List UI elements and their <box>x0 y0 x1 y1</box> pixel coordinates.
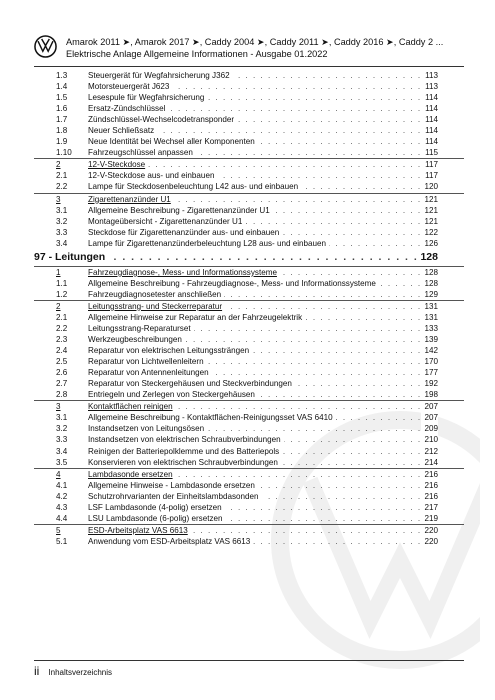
toc-entry-number: 4.3 <box>56 502 68 512</box>
toc-entry-number: 4.1 <box>56 480 68 490</box>
toc-entry-page: 122 <box>421 227 438 238</box>
toc-entry-page: 114 <box>422 92 438 103</box>
toc-entry-page: 114 <box>422 125 438 136</box>
toc-entry-page: 198 <box>421 389 438 400</box>
toc-entry-page: 114 <box>422 103 438 114</box>
toc-entry-row[interactable] <box>34 312 464 323</box>
toc-entry-title: Konservieren von elektrischen Schraubverbindungen <box>88 457 281 468</box>
toc-entry-title: Allgemeine Beschreibung - Kontaktflächen-Reinigungsset VAS 6410 <box>88 412 336 423</box>
toc-entry-row[interactable] <box>34 378 464 389</box>
toc-entry-page: 210 <box>421 434 438 445</box>
toc-entry-page: 133 <box>421 323 438 334</box>
toc-entry-page: 129 <box>421 289 438 300</box>
toc-entry-title: Neuer Schließsatz <box>88 125 157 136</box>
toc-entry-page: 212 <box>421 446 438 457</box>
toc-chapter-row[interactable] <box>34 158 464 170</box>
toc-entry-number: 3.5 <box>56 457 68 467</box>
toc-entry-title: Montageübersicht - Zigarettenanzünder U1 <box>88 216 245 227</box>
footer-title: Inhaltsverzeichnis <box>48 668 112 677</box>
toc-entry-title: Allgemeine Beschreibung - Fahrzeugdiagnose-, Mess- und Informationssysteme <box>88 278 379 289</box>
toc-entry-number: 1.5 <box>56 93 68 103</box>
toc-entry-number: 2.2 <box>56 182 68 192</box>
toc-entry-number: 1.2 <box>56 289 68 299</box>
toc-entry-page: 117 <box>422 159 438 170</box>
toc-entry-row[interactable] <box>34 181 464 192</box>
toc-entry-number: 1.4 <box>56 82 68 92</box>
toc-entry-title: Zündschlüssel-Wechselcodetransponder <box>88 114 237 125</box>
toc-entry-page: 170 <box>421 356 438 367</box>
toc-entry-title: Motorsteuergerät J623 <box>88 81 172 92</box>
page-header <box>34 34 464 62</box>
toc-entry-row[interactable] <box>34 125 464 136</box>
vw-logo-icon <box>34 35 57 58</box>
toc-entry-page: 216 <box>421 491 438 502</box>
toc-entry-page: 220 <box>421 525 438 536</box>
toc-entry-number: 2 <box>56 301 61 311</box>
toc-entry-title: Zigarettenanzünder U1 <box>88 194 174 205</box>
toc-entry-title: Kontaktflächen reinigen <box>88 401 176 412</box>
toc-entry-row[interactable] <box>34 457 464 468</box>
toc-entry-number: 5 <box>56 525 61 535</box>
toc-entry-number: 3.2 <box>56 424 68 434</box>
toc-entry-page: 120 <box>421 181 438 192</box>
toc-entry-number: 2.8 <box>56 390 68 400</box>
toc-entry-number: 3.1 <box>56 413 68 423</box>
toc-entry-title: Instandsetzen von Leitungsösen <box>88 423 207 434</box>
toc-entry-page: 121 <box>421 216 438 227</box>
toc-entry-row[interactable] <box>34 334 464 345</box>
toc-entry-row[interactable] <box>34 434 464 445</box>
footer-divider <box>34 660 464 661</box>
toc-entry-number: 4.4 <box>56 513 68 523</box>
toc-entry-number: 3.4 <box>56 238 68 248</box>
toc-entry-number: 1 <box>56 267 61 277</box>
toc-entry-number: 2.4 <box>56 346 68 356</box>
toc-chapter-row[interactable] <box>34 400 464 412</box>
toc-entry-title: ESD-Arbeitsplatz VAS 6613 <box>88 525 191 536</box>
toc-entry-title: Schutzrohrvarianten der Einheitslambdasonden <box>88 491 262 502</box>
toc-entry-row[interactable] <box>34 356 464 367</box>
toc-entry-number: 3.1 <box>56 205 68 215</box>
toc-entry-title: Allgemeine Beschreibung - Zigarettenanzünder U1 <box>88 205 273 216</box>
toc-entry-row[interactable] <box>34 147 464 158</box>
toc-entry-title: Allgemeine Hinweise zur Reparatur an der Fahrzeugelektrik <box>88 312 305 323</box>
toc-entry-row[interactable] <box>34 412 464 423</box>
toc-chapter-row[interactable] <box>34 193 464 205</box>
toc-entry-page: 220 <box>421 536 438 547</box>
toc-entry-page: 114 <box>422 136 438 147</box>
toc-entry-title: Steuergerät für Wegfahrsicherung J362 <box>88 70 233 81</box>
toc-entry-page: 216 <box>421 469 438 480</box>
page-footer <box>34 664 112 678</box>
toc-entry-number: 1.6 <box>56 104 68 114</box>
toc-entry-title: Reinigen der Batteriepolklemme und des Batteriepols <box>88 446 282 457</box>
toc-entry-number: 3 <box>56 194 61 204</box>
toc-entry-row[interactable] <box>34 389 464 400</box>
toc-entry-title: Leitungsstrang-Reparaturset <box>88 323 194 334</box>
toc-entry-title: Lampe für Steckdosenbeleuchtung L42 aus- und einbauen <box>88 181 301 192</box>
toc-entry-number: 4.2 <box>56 491 68 501</box>
toc-entry-row[interactable] <box>34 170 464 181</box>
toc-entry-row[interactable] <box>34 423 464 434</box>
toc-entry-title: Reparatur von Antennenleitungen <box>88 367 212 378</box>
toc-entry-page: 126 <box>421 238 438 249</box>
toc-entry-title: Fahrzeugdiagnose-, Mess- und Informationssysteme <box>88 267 280 278</box>
toc-entry-number: 2.1 <box>56 312 68 322</box>
toc-entry-page: 115 <box>422 147 438 158</box>
toc-entry-title: Reparatur von Steckergehäusen und Steckverbindungen <box>88 378 295 389</box>
toc-entry-title: Entriegeln und Zerlegen von Steckergehäusen <box>88 389 258 400</box>
toc-chapter-row[interactable] <box>34 300 464 312</box>
toc-entry-number: 1.7 <box>56 115 68 125</box>
toc-entry-title: Leitungsstrang- und Steckerreparatur <box>88 301 225 312</box>
toc-entry-number: 2.5 <box>56 357 68 367</box>
toc-entry-number: 5.1 <box>56 536 68 546</box>
toc-entry-title: Lampe für Zigarettenanzünderbeleuchtung L28 aus- und einbauen <box>88 238 329 249</box>
toc-entry-page: 117 <box>422 170 438 181</box>
toc-entry-page: 139 <box>421 334 438 345</box>
toc-entry-number: 1.8 <box>56 126 68 136</box>
toc-entry-page: 192 <box>421 378 438 389</box>
toc-entry-page: 113 <box>422 70 438 81</box>
toc-entry-row[interactable] <box>34 216 464 227</box>
toc-entry-number: 4 <box>56 469 61 479</box>
toc-entry-row[interactable] <box>34 227 464 238</box>
toc-entry-page: 207 <box>421 401 438 412</box>
toc-entry-title: Werkzeugbeschreibungen <box>88 334 185 345</box>
toc-entry-title: Steckdose für Zigarettenanzünder aus- und einbauen <box>88 227 282 238</box>
toc-entry-page: 177 <box>421 367 438 378</box>
toc-entry-page: 121 <box>421 194 438 205</box>
toc-entry-number: 1.1 <box>56 278 68 288</box>
toc-entry-number: 3.2 <box>56 216 68 226</box>
toc-entry-row[interactable] <box>34 81 464 92</box>
toc-entry-number: 2.1 <box>56 171 68 181</box>
toc-entry-number: 2.3 <box>56 335 68 345</box>
toc-entry-page: 128 <box>421 267 438 278</box>
toc-chapter-row[interactable] <box>34 468 464 480</box>
toc-entry-row[interactable] <box>34 367 464 378</box>
toc-entry-row[interactable] <box>34 70 464 81</box>
toc-entry-row[interactable] <box>34 278 464 289</box>
toc-entry-number: 2.6 <box>56 368 68 378</box>
toc-entry-page: 217 <box>421 502 438 513</box>
toc-entry-title: Instandsetzen von elektrischen Schraubverbindungen <box>88 434 284 445</box>
toc-section-heading[interactable] <box>34 249 464 266</box>
toc-entry-title: 97 - Leitungen <box>34 249 108 266</box>
toc-entry-number: 2 <box>56 160 61 170</box>
page-number: ii <box>34 664 40 678</box>
toc-entry-row[interactable] <box>34 345 464 356</box>
toc-entry-number: 3.4 <box>56 446 68 456</box>
toc-entry-row[interactable] <box>34 446 464 457</box>
header-subtitle: Elektrische Anlage Allgemeine Informationen - Ausgabe 01.2022 <box>66 49 328 59</box>
toc-entry-page: 128 <box>421 278 438 289</box>
toc-entry-title: Neue Identität bei Wechsel aller Komponenten <box>88 136 258 147</box>
toc-entry-title: Fahrzeugdiagnosetester anschließen <box>88 289 224 300</box>
toc-entry-number: 2.2 <box>56 323 68 333</box>
toc-entry-row[interactable] <box>34 205 464 216</box>
header-divider <box>34 66 464 67</box>
toc-entry-page: 207 <box>421 412 438 423</box>
toc-entry-number: 1.3 <box>56 71 68 80</box>
toc-entry-title: Ersatz-Zündschlüssel <box>88 103 168 114</box>
toc-entry-row[interactable] <box>34 502 464 513</box>
header-models: Amarok 2011 ➤, Amarok 2017 ➤, Caddy 2004 ➤, Caddy 2011 ➤, Caddy 2016 ➤, Caddy 2 ... <box>66 37 444 47</box>
toc-entry-page: 114 <box>422 114 438 125</box>
toc-chapter-row[interactable] <box>34 524 464 536</box>
table-of-contents <box>34 70 464 547</box>
toc-entry-page: 121 <box>421 205 438 216</box>
toc-entry-page: 128 <box>417 249 438 266</box>
toc-entry-row[interactable] <box>34 323 464 334</box>
toc-entry-title: 12-V-Steckdose <box>88 159 148 170</box>
toc-entry-page: 113 <box>422 81 438 92</box>
toc-entry-page: 209 <box>421 423 438 434</box>
toc-entry-title: Allgemeine Hinweise - Lambdasonde ersetzen <box>88 480 258 491</box>
toc-entry-row[interactable] <box>34 238 464 249</box>
toc-entry-number: 2.7 <box>56 379 68 389</box>
toc-entry-title: Fahrzeugschlüssel anpassen <box>88 147 196 158</box>
toc-entry-row[interactable] <box>34 103 464 114</box>
toc-chapter-row[interactable] <box>34 266 464 278</box>
toc-entry-page: 131 <box>421 312 438 323</box>
toc-entry-title: Reparatur von Lichtwellenleitern <box>88 356 207 367</box>
toc-entry-row[interactable] <box>34 513 464 524</box>
toc-entry-row[interactable] <box>34 136 464 147</box>
header-title <box>66 36 443 60</box>
toc-entry-title: Lambdasonde ersetzen <box>88 469 176 480</box>
toc-entry-page: 216 <box>421 480 438 491</box>
toc-entry-number: 3.3 <box>56 435 68 445</box>
toc-entry-row[interactable] <box>34 536 464 547</box>
toc-entry-row[interactable] <box>34 480 464 491</box>
toc-entry-page: 131 <box>421 301 438 312</box>
toc-entry-row[interactable] <box>34 114 464 125</box>
toc-entry-row[interactable] <box>34 491 464 502</box>
toc-entry-number: 1.10 <box>56 148 72 158</box>
toc-entry-title: Anwendung vom ESD-Arbeitsplatz VAS 6613 <box>88 536 253 547</box>
toc-entry-page: 214 <box>421 457 438 468</box>
toc-entry-row[interactable] <box>34 289 464 300</box>
toc-entry-title: Reparatur von elektrischen Leitungssträngen <box>88 345 252 356</box>
toc-entry-number: 3.3 <box>56 227 68 237</box>
toc-entry-number: 3 <box>56 402 61 412</box>
toc-entry-title: LSF Lambdasonde (4-polig) ersetzen <box>88 502 225 513</box>
toc-entry-row[interactable] <box>34 92 464 103</box>
toc-entry-page: 219 <box>421 513 438 524</box>
toc-entry-title: LSU Lambdasonde (6-polig) ersetzen <box>88 513 226 524</box>
toc-entry-number: 1.9 <box>56 137 68 147</box>
toc-entry-page: 142 <box>421 345 438 356</box>
toc-entry-title: Lesespule für Wegfahrsicherung <box>88 92 207 103</box>
toc-entry-title: 12-V-Steckdose aus- und einbauen <box>88 170 217 181</box>
